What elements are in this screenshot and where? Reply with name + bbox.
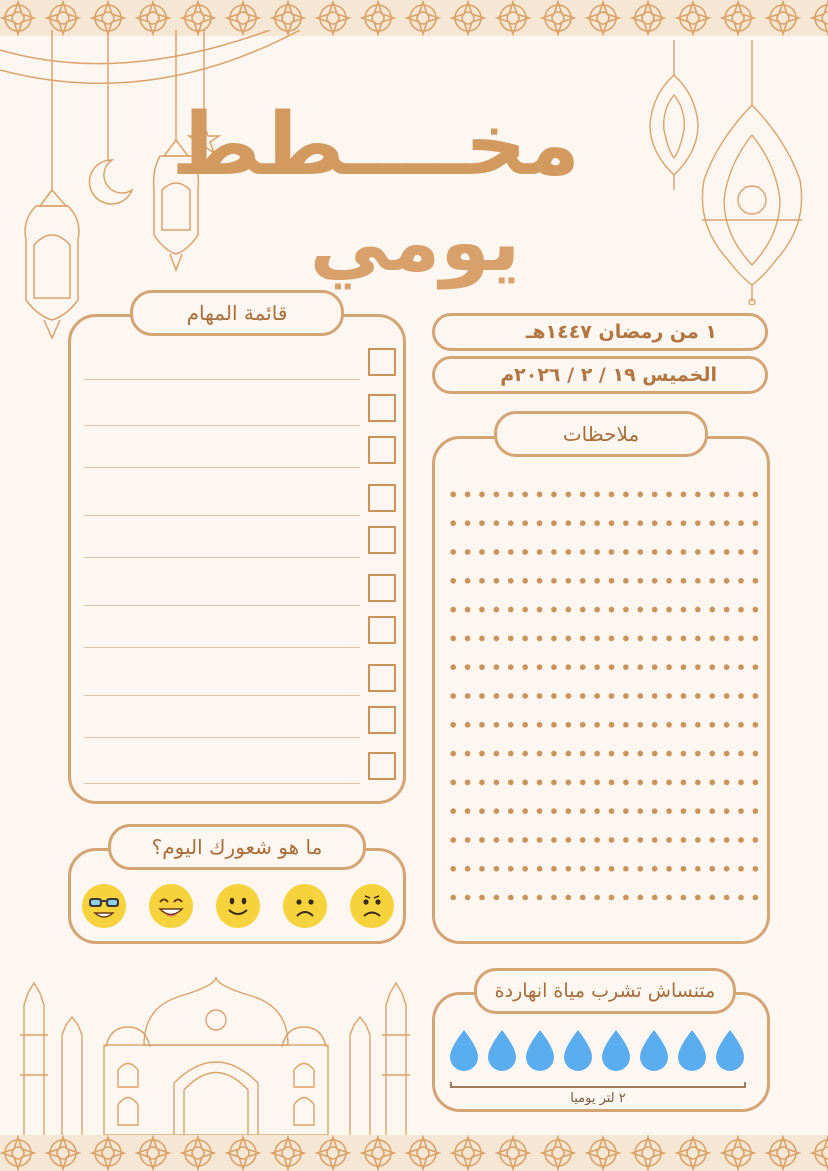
water-drop-icon[interactable] [714,1028,746,1072]
water-bracket-line [450,1082,746,1088]
task-line[interactable] [84,783,360,784]
water-drop-icon[interactable] [600,1028,632,1072]
water-caption: ٢ لتر يوميا [570,1091,626,1106]
frown-face-icon[interactable] [283,884,327,928]
grin-face-icon[interactable] [149,884,193,928]
task-row[interactable] [84,664,396,696]
cool-face-icon[interactable] [82,884,126,928]
task-line[interactable] [84,467,360,468]
task-row[interactable] [84,348,396,380]
task-row[interactable] [84,484,396,516]
water-drop-icon[interactable] [638,1028,670,1072]
task-line[interactable] [84,425,360,426]
mood-heading-label: ما هو شعورك اليوم؟ [151,835,323,859]
task-row[interactable] [84,526,396,558]
task-list-heading-label: قائمة المهام [186,301,288,325]
task-checkbox[interactable] [368,574,396,602]
planner-title-line2: يومي [309,196,521,289]
task-checkbox[interactable] [368,484,396,512]
task-row[interactable] [84,436,396,468]
notes-dot-grid[interactable] [446,480,762,900]
bottom-ornament-border [0,1135,828,1171]
task-line[interactable] [84,515,360,516]
water-heading-label: متنساش تشرب مياة انهاردة [494,980,716,1002]
task-row[interactable] [84,752,396,784]
notes-heading [494,411,708,457]
hijri-date: ١ من رمضان ١٤٤٧هـ [525,321,717,343]
water-heading [474,968,736,1014]
task-line[interactable] [84,647,360,648]
task-row[interactable] [84,574,396,606]
task-checkbox[interactable] [368,752,396,780]
task-line[interactable] [84,379,360,380]
task-list-heading [130,290,344,336]
task-line[interactable] [84,737,360,738]
water-drop-icon[interactable] [676,1028,708,1072]
task-checkbox[interactable] [368,616,396,644]
task-row[interactable] [84,616,396,648]
task-line[interactable] [84,557,360,558]
water-drop-icon[interactable] [448,1028,480,1072]
water-drop-icon[interactable] [562,1028,594,1072]
sad-face-icon[interactable] [350,884,394,928]
notes-heading-label: ملاحظات [562,422,640,446]
gregorian-date-pill[interactable] [432,356,768,394]
hijri-date-pill[interactable] [432,313,768,351]
task-row[interactable] [84,706,396,738]
task-row[interactable] [84,394,396,426]
water-drop-icon[interactable] [524,1028,556,1072]
mosque-illustration [14,975,414,1135]
task-checkbox[interactable] [368,436,396,464]
task-checkbox[interactable] [368,706,396,734]
water-drop-icon[interactable] [486,1028,518,1072]
planner-title-line1: مخــــطط [171,95,580,195]
task-checkbox[interactable] [368,526,396,554]
smile-face-icon[interactable] [216,884,260,928]
mood-heading [108,824,366,870]
ornate-lanterns-illustration [636,40,816,305]
task-checkbox[interactable] [368,664,396,692]
task-checkbox[interactable] [368,348,396,376]
task-line[interactable] [84,605,360,606]
gregorian-date: الخميس ١٩ / ٢ / ٢٠٢٦م [500,364,717,386]
task-checkbox[interactable] [368,394,396,422]
task-line[interactable] [84,695,360,696]
